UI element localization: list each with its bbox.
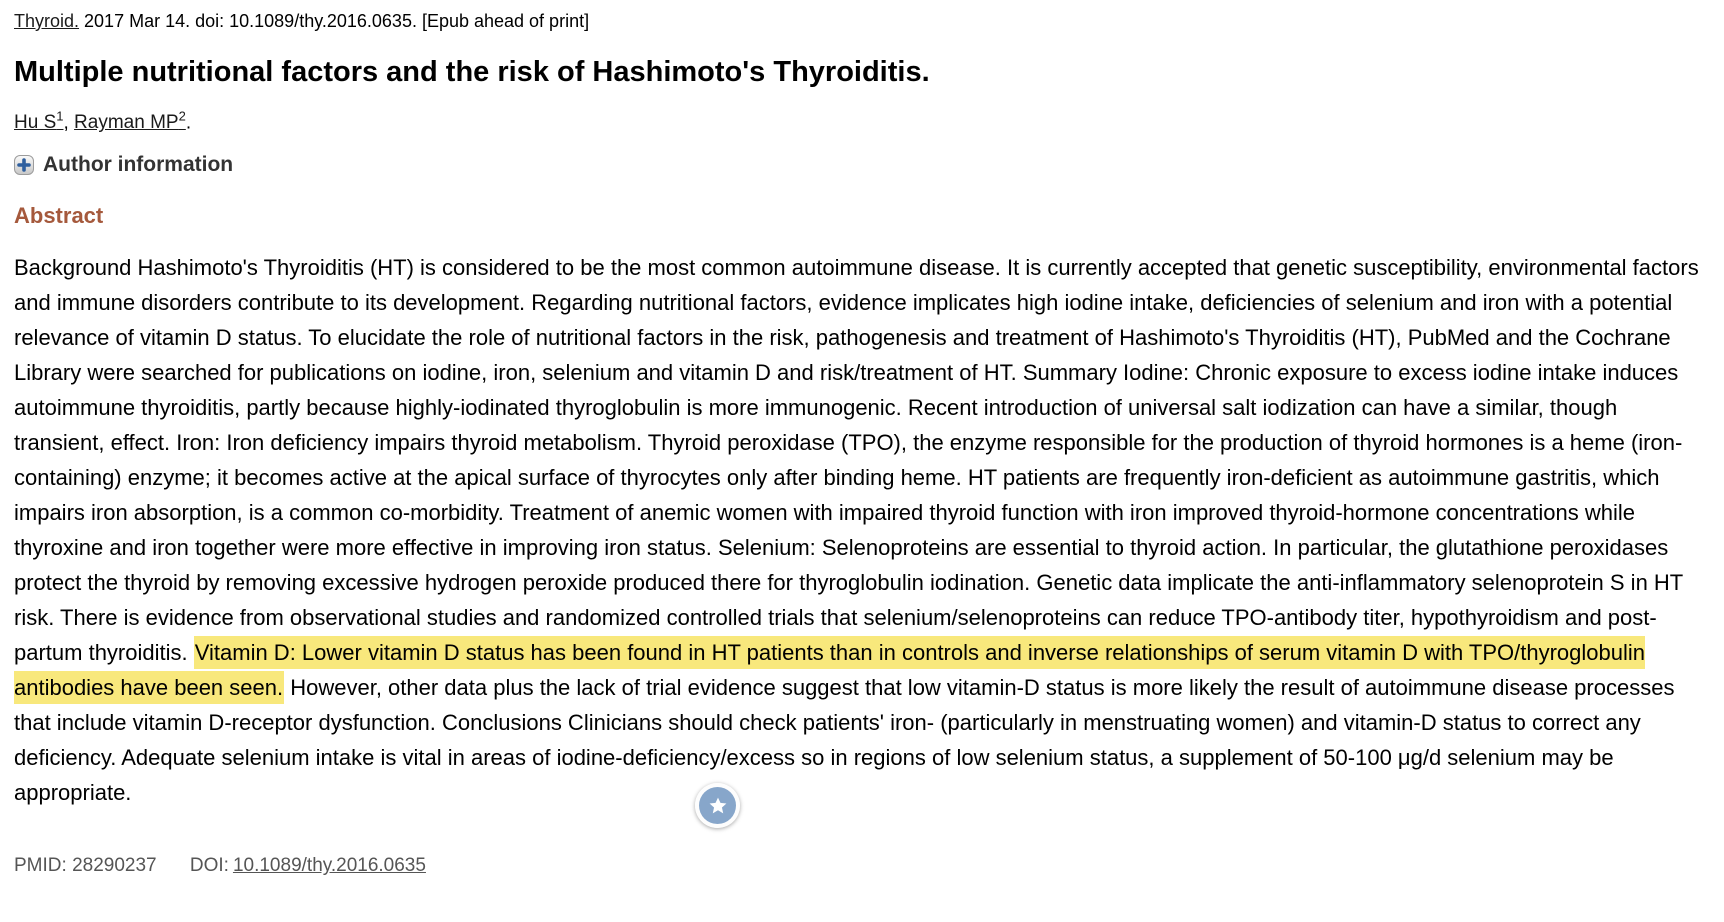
- doi-label: DOI:: [189, 855, 229, 877]
- abstract-text-before-highlight: Background Hashimoto's Thyroiditis (HT) is considered to be the most common autoimmune disease. It is currently accepted that genetic susceptibility, environmental factors and immune disorders contribute to its development. Regarding nutritional factors, evidence implicates high iodine intake, deficiencies of selenium and iron with a potential relevance of vitamin D status. To elucidate the role of nutritional factors in the risk, pathogenesis and treatment of Hashimoto's Thyroiditis (HT), PubMed and the Cochrane Library were searched for publications on iodine, iron, selenium and vitamin D and risk/treatment of HT. Summary Iodine: Chronic exposure to excess iodine intake induces autoimmune thyroiditis, partly because highly-iodinated thyroglobulin is more immunogenic. Recent introduction of universal salt iodization can have a similar, though transient, effect. Iron: Iron deficiency impairs thyroid metabolism. Thyroid peroxidase (TPO), the enzyme responsible for the production of thyroid hormones is a heme (iron-containing) enzyme; it becomes active at the apical surface of thyrocytes only after binding heme. HT patients are frequently iron-deficient as autoimmune gastritis, which impairs iron absorption, is a common co-morbidity. Treatment of anemic women with impaired thyroid function with iron improved thyroid-hormone concentrations while thyroxine and iron together were more effective in improving iron status. Selenium: Selenoproteins are essential to thyroid action. In particular, the glutathione peroxidases protect the thyroid by removing excessive hydrogen peroxide produced there for thyroglobulin iodination. Genetic data implicate the anti-inflammatory selenoprotein S in HT risk. There is evidence from observational studies and randomized controlled trials that selenium/selenoproteins can reduce TPO-antibody titer, hypothyroidism and post-partum thyroiditis.: [14, 255, 1699, 666]
- abstract-heading: Abstract: [14, 203, 104, 229]
- plus-expand-icon: [14, 155, 34, 175]
- star-icon: [699, 787, 736, 824]
- author-link-2[interactable]: Rayman $MP^2$: [74, 109, 186, 134]
- author-link-1[interactable]: Hu $S^1$: [14, 109, 64, 134]
- author-list: [14, 104, 1710, 136]
- author-information-label: Author information: [43, 153, 234, 177]
- pmid-value: 28290237: [72, 855, 157, 877]
- abstract-text-after-highlight: However, other data plus the lack of trial evidence suggest that low vitamin-D status is more likely the result of autoimmune disease processes that include vitamin D-receptor dysfunction. Conclusions Clinicians should check patients' iron- (particularly in menstruating women) and vitamin-D status to correct any deficiency. Adequate selenium intake is vital in areas of iodine-deficiency/excess so in regions of low selenium status, a supplement of 50-100 μg/d selenium may be appropriate.: [14, 675, 1675, 806]
- doi-link[interactable]: 10.1089/thy.2016.0635: [232, 855, 426, 877]
- highlighted-text: Vitamin D: Lower vitamin D status has been found in HT patients than in controls and inverse relationships of serum vitamin D with TPO/thyroglobulin antibodies have been seen.: [14, 636, 1645, 704]
- author-list-terminator: .: [185, 112, 192, 134]
- author-2-affiliation-superscript: 2: [178, 109, 186, 124]
- author-separator: ,: [63, 112, 75, 134]
- star-overlay-button[interactable]: [695, 783, 740, 828]
- author-information-toggle[interactable]: [14, 153, 233, 177]
- abstract-text: [14, 250, 1710, 810]
- citation-line: [14, 10, 1710, 32]
- pmid-label: PMID:: [14, 855, 67, 877]
- page-title: Multiple nutritional factors and the risk of Hashimoto's Thyroiditis.: [14, 56, 930, 88]
- citation-text: 2017 Mar 14. doi: 10.1089/thy.2016.0635. [Epub ahead of print]: [79, 11, 590, 31]
- doi-group: [190, 855, 426, 876]
- identifier-row: [14, 854, 1710, 878]
- author-1-affiliation-superscript: 1: [56, 109, 64, 124]
- journal-link[interactable]: Thyroid.: [14, 11, 80, 31]
